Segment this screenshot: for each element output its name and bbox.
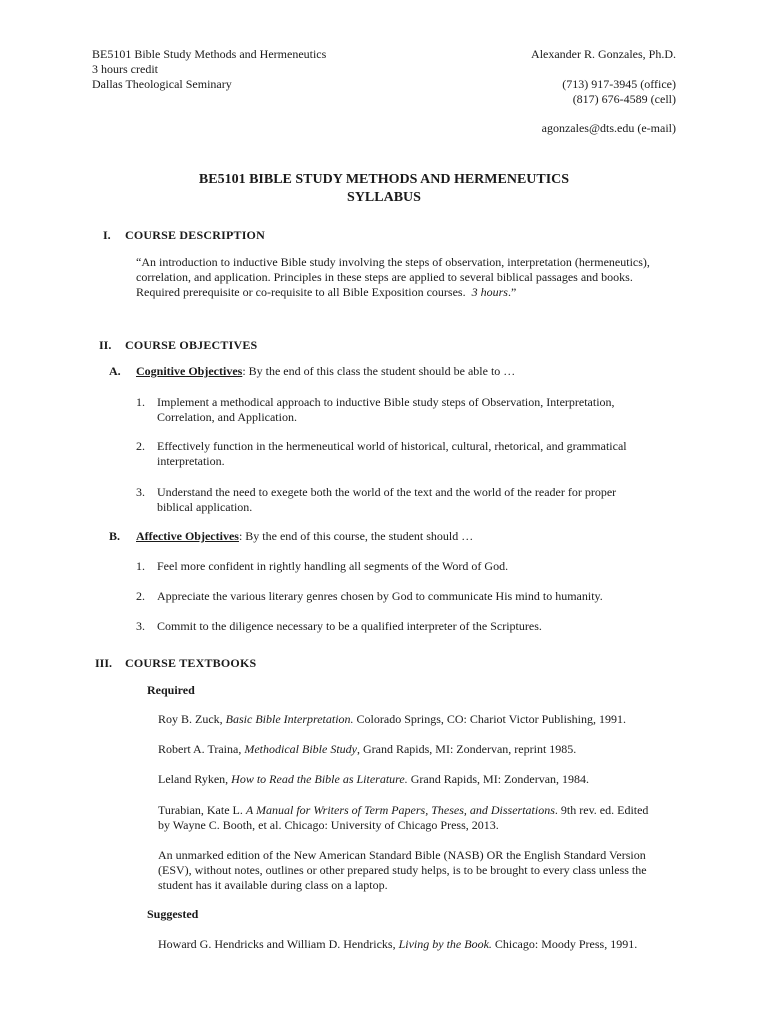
phone-cell: (817) 676-4589 (cell) [572, 92, 676, 106]
list-item-text: interpretation. [157, 454, 225, 468]
list-item-text: biblical application. [157, 500, 253, 514]
suggested-label: Suggested [147, 907, 199, 921]
textbook-entry: Howard G. Hendricks and William D. Hendricks, Living by the Book. Chicago: Moody Press, 1991. [158, 937, 638, 951]
textbook-entry: Leland Ryken, How to Read the Bible as Literature. Grand Rapids, MI: Zondervan, 1984. [158, 772, 590, 786]
list-item-text: Effectively function in the hermeneutical world of historical, cultural, rhetorical, and grammatical [157, 439, 627, 453]
textbook-entry-continued: by Wayne C. Booth, et al. Chicago: University of Chicago Press, 2013. [158, 818, 499, 832]
textbook-entry: Roy B. Zuck, Basic Bible Interpretation. Colorado Springs, CO: Chariot Victor Publishing, 1991. [158, 712, 626, 726]
description-line: correlation, and application. Principles in these steps are applied to several biblical passages and books. [136, 270, 633, 284]
bible-requirement-line: An unmarked edition of the New American Standard Bible (NASB) OR the English Standard Version [158, 848, 646, 862]
list-item-text: Appreciate the various literary genres chosen by God to communicate His mind to humanity. [157, 589, 603, 603]
cognitive-objectives-intro: Cognitive Objectives: By the end of this class the student should be able to … [136, 364, 516, 378]
document-title: BE5101 BIBLE STUDY METHODS AND HERMENEUTICS [198, 172, 570, 187]
course-name: BE5101 Bible Study Methods and Hermeneutics [92, 47, 327, 61]
section-1-heading: COURSE DESCRIPTION [125, 228, 265, 242]
bible-requirement-line: student has it available during class on a laptop. [158, 878, 388, 892]
description-line: “An introduction to inductive Bible study involving the steps of observation, interpretation (hermeneutics), [136, 255, 650, 269]
list-item-text: Correlation, and Application. [157, 410, 297, 424]
list-number: 3. [136, 485, 145, 499]
phone-office: (713) 917-3945 (office) [562, 77, 676, 91]
list-item-text: Feel more confident in rightly handling all segments of the Word of God. [157, 559, 509, 573]
textbook-entry: Turabian, Kate L. A Manual for Writers of Term Papers, Theses, and Dissertations. 9th rev. ed. Edited [158, 803, 649, 817]
course-credit: 3 hours credit [92, 62, 158, 76]
description-line-last: Required prerequisite or co-requisite to all Bible Exposition courses. 3 hours.” [136, 285, 517, 299]
affective-objectives-intro: Affective Objectives: By the end of this course, the student should … [136, 529, 474, 543]
list-item-text: Commit to the diligence necessary to be a qualified interpreter of the Scriptures. [157, 619, 542, 633]
instructor-name: Alexander R. Gonzales, Ph.D. [531, 47, 676, 61]
list-number: 1. [136, 395, 145, 409]
list-number: 1. [136, 559, 145, 573]
section-3-number: III. [95, 656, 113, 670]
bible-requirement-line: (ESV), without notes, outlines or other prepared study helps, is to be brought to every class unless the [158, 863, 647, 877]
list-number: 2. [136, 439, 145, 453]
subsection-a-letter: A. [109, 364, 121, 378]
textbook-entry: Robert A. Traina, Methodical Bible Study, Grand Rapids, MI: Zondervan, reprint 1985. [158, 742, 577, 756]
list-number: 3. [136, 619, 145, 633]
section-2-heading: COURSE OBJECTIVES [125, 338, 258, 352]
section-1-number: I. [103, 228, 111, 242]
section-3-heading: COURSE TEXTBOOKS [125, 656, 257, 670]
list-item-text: Understand the need to exegete both the world of the text and the world of the reader for proper [157, 485, 617, 499]
list-item-text: Implement a methodical approach to inductive Bible study steps of Observation, Interpretation, [157, 395, 615, 409]
subsection-b-letter: B. [109, 529, 121, 543]
document-subtitle: SYLLABUS [347, 190, 421, 205]
school-name: Dallas Theological Seminary [92, 77, 232, 91]
required-label: Required [147, 683, 195, 697]
list-number: 2. [136, 589, 145, 603]
email-address[interactable]: agonzales@dts.edu (e-mail) [541, 121, 676, 135]
section-2-number: II. [99, 338, 112, 352]
